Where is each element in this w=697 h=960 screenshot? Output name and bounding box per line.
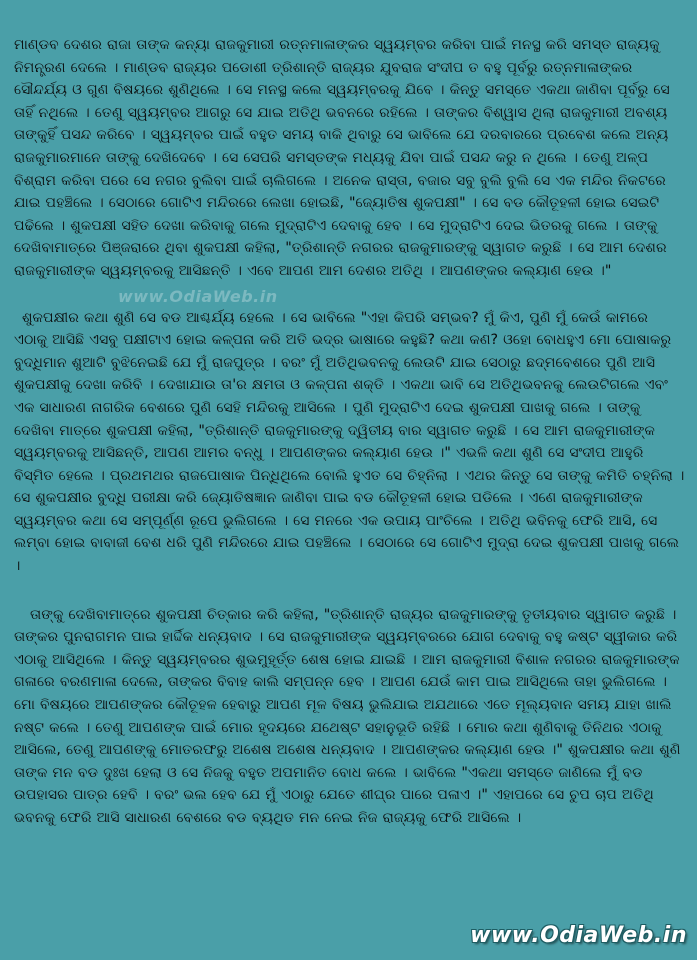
story-paragraph-3: ତାଙ୍କୁ ଦେଖିବାମାତ୍ରେ ଶୁକପକ୍ଷୀ ଚିତ୍କାର କରି କହିଲା, "ତ୍ରିଶାନ୍ତି ରାଜ୍ୟର ରାଜକୁମାରଙ୍କୁ ତୃତୀୟବାର ସ୍ୱାଗତ କରୁଛି । ତାଙ୍କର ପୁନରାଗମନ ପାଇ ହାର୍ଦ୍ଦିକ ଧନ୍ୟବାଦ । ସେ ରାଜକୁମାରୀଙ୍କ ସ୍ୱୟମ୍ବରରେ ଯୋଗ ଦେବାକୁ ବହୁ କଷ୍ଟ ସ୍ୱୀକାର କରି ଏଠାକୁ ଆସିଥିଲେ । କିନ୍ତୁ ସ୍ୱୟମ୍ବରର ଶୁଭମୁହୂର୍ତ୍ତ ଶେଷ ହୋଇ ଯାଇଛି । ଆମ ରାଜକୁମାରୀ ବିଶାଳ ନଗରର ରାଜକୁମାରଙ୍କ ଗଳାରେ ବରଣମାଳା ଦେଲେ, ତାଙ୍କର ବିବାହ କାଲି ସମ୍ପନ୍ନ ହେବ । ଆପଣ ଯେଉଁ କାମ ପାଇ ଆସିଥିଲେ ତାହା ଭୁଲିଗଲେ । ମୋ ବିଷୟରେ ଆପଣଙ୍କର କୌତୂହଳ ହେବାରୁ ଆପଣ ମୂଳ ବିଷୟ ଭୁଲିଯାଇ ଅଯଥାରେ ଏତେ ମୂଲ୍ୟବାନ ସମୟ ଯାହା ଖାଲି ନଷ୍ଟ କଲେ । ତେଣୁ ଆପଣଙ୍କ ପାଇଁ ମୋର ହୃଦୟରେ ଯଥେଷ୍ଟ ସହାନୁଭୂତି ରହିଛି । ମୋର କଥା ଶୁଣିବାକୁ ତିନିଥର ଏଠାକୁ ଆସିଲେ, ତେଣୁ ଆପଣଙ୍କୁ ମୋତରଫରୁ ଅଶେଷ ଅଶେଷ ଧନ୍ୟବାଦ । ଆପଣଙ୍କର କଲ୍ୟାଣ ହେଉ ।" ଶୁକପକ୍ଷୀର କଥା ଶୁଣି ତାଙ୍କ ମନ ବଡ ଦୁଃଖ ହେଲା ଓ ସେ ନିଜକୁ ବହୁତ ଅପମାନିତ ବୋଧ କଲେ । ଭାବିଲେ "ଏକଥା ସମସ୍ତେ ଜାଣିଲେ ମୁଁ ବଡ ଉପହାସର ପାତ୍ର ହେବି । ବରଂ ଭଲ ହେବ ଯେ ମୁଁ ଏଠାରୁ ଯେତେ ଶୀଘ୍ର ପାରେ ପଳାଏ ।" ଏହାପରେ ସେ ଚୁପ ଚାପ ଅତିଥି ଭବନକୁ ଫେରି ଆସି ସାଧାରଣ ବେଶରେ ବଡ ବ୍ୟଥିତ ମନ ନେଇ ନିଜ ରାଜ୍ୟକୁ ଫେରି ଆସିଲେ । xyxy=(14,606,681,826)
watermark-faint: www.OdiaWeb.in xyxy=(118,287,278,306)
story-paragraph-1: ମାଣ୍ଡବ ଦେଶର ରାଜା ତାଙ୍କ କନ୍ୟା ରାଜକୁମାରୀ ରତ୍ନମାଳାଙ୍କର ସ୍ୱୟମ୍ବର କରିବା ପାଇଁ ମନସ୍ଥ କରି ସମସ୍ତ ରାଜ୍ୟକୁ ନିମନ୍ତ୍ରଣ ଦେଲେ । ମାଣ୍ଡବ ରାଜ୍ୟର ପଡୋଶୀ ତ୍ରିଶାନ୍ତି ରାଜ୍ୟର ଯୁବରାଜ ସଂଦୀପ ତ ବହୁ ପୂର୍ବରୁ ରତ୍ନମାଳାଙ୍କର ସୌନ୍ଦର୍ଯ୍ୟ ଓ ଗୁଣ ବିଷୟରେ ଶୁଣିଥିଲେ । ସେ ମନସ୍ଥ କଲେ ସ୍ୱୟମ୍ବରକୁ ଯିବେ । କିନ୍ତୁ ସମସ୍ତେ ଏକଥା ଜାଣିବା ପୂର୍ବରୁ ସେ ତାହିଁ ନଥିଲେ । ତେଣୁ ସ୍ୱୟମ୍ବର ଆଗରୁ ସେ ଯାଇ ଅତିଥି ଭବନରେ ରହିଲେ । ତାଙ୍କର ବିଶ୍ୱାସ ଥିଲା ରାଜକୁମାରୀ ଅବଶ୍ୟ ତାଙ୍କୁହିଁ ପସନ୍ଦ କରିବେ । ସ୍ୱୟମ୍ବର ପାଇଁ ବହୁତ ସମୟ ବାକି ଥିବାରୁ ସେ ଭାବିଲେ ଯେ ଦରବାରରେ ପ୍ରବେଶ କଲେ ଅନ୍ୟ ରାଜକୁମାରମାନେ ତାଙ୍କୁ ଦେଖିଦେବେ । ସେ ସେପରି ସମସ୍ତଙ୍କ ମଧ୍ୟକୁ ଯିବା ପାଇଁ ପସନ୍ଦ କରୁ ନ ଥିଲେ । ତେଣୁ ଅଳ୍ପ ବିଶ୍ରାମ କରିବା ପରେ ସେ ନଗର ବୁଲିବା ପାଇଁ ଚାଲିଗଲେ । ଅନେକ ରାସ୍ତା, ବଜାର ସବୁ ବୁଲି ବୁଲି ସେ ଏକ ମନ୍ଦିର ନିକଟରେ ଯାଇ ପହଞ୍ଚିଲେ । ସେଠାରେ ଗୋଟିଏ ମନ୍ଦିରରେ ଲେଖା ହୋଇଛି, "ଜ୍ୟୋତିଷ ଶୁକପକ୍ଷୀ" । ସେ ବଡ କୌତୂହଳୀ ହୋଇ ସେଇଟି ପଢିଲେ । ଶୁକପକ୍ଷୀ ସହିତ ଦେଖା କରିବାକୁ ଗଲେ ମୁଦ୍ରାଟିଏ ଦେବାକୁ ହେବ । ସେ ମୁଦ୍ରାଟିଏ ଦେଇ ଭିତରକୁ ଗଲେ । ତାଙ୍କୁ ଦେଖିବାମାତ୍ରେ ପିଞ୍ଜରାରେ ଥିବା ଶୁକପକ୍ଷୀ କହିଲା, "ତ୍ରିଶାନ୍ତି ନଗରର ରାଜକୁମାରଙ୍କୁ ସ୍ୱାଗତ କରୁଛି । ସେ ଆମ ଦେଶର ରାଜକୁମାରୀଙ୍କ ସ୍ୱୟମ୍ବରକୁ ଆସିଛନ୍ତି । ଏବେ ଆପଣ ଆମ ଦେଶର ଅତିଥି । ଆପଣଙ୍କର କଲ୍ୟାଣ ହେଉ ।" xyxy=(14,37,670,279)
site-watermark: www.OdiaWeb.in xyxy=(470,923,687,948)
story-paragraph-2: ଶୁକପକ୍ଷୀର କଥା ଶୁଣି ସେ ବଡ ଆଶ୍ଚର୍ଯ୍ୟ ହେଲେ । ସେ ଭାବିଲେ "ଏହା କିପରି ସମ୍ଭବ? ମୁଁ କିଏ, ପୁଣି ମୁଁ କେଉଁ କାମରେ ଏଠାକୁ ଆସିଛି ଏସବୁ ପକ୍ଷୀଟାଏ ହୋଇ କଳ୍ପନା କରି ଅତି ଭଦ୍ର ଭାଷାରେ କହୁଛି? କଥା କଣ? ଓହୋ ବୋଧହୁଏ ମୋ ପୋଷାକରୁ ବୁଦ୍ଧିମାନ ଶୁଆଟି ବୁଝିନେଇଛି ଯେ ମୁଁ ରାଜପୁତ୍ର । ବରଂ ମୁଁ ଅତିଥିଭବନକୁ ଲେଉଟି ଯାଇ ସେଠାରୁ ଛଦ୍ମବେଶରେ ପୁଣି ଆସି ଶୁକପକ୍ଷୀକୁ ଦେଖା କରିବି । ଦେଖାଯାଉ ତା'ର କ୍ଷମତା ଓ କଳ୍ପନା ଶକ୍ତି । ଏକଥା ଭାବି ସେ ଅତିଥିଭବନକୁ ଲେଉଟିଗଲେ ଏବଂ ଏକ ସାଧାରଣ ନାଗରିକ ବେଶରେ ପୁଣି ସେହି ମନ୍ଦିରକୁ ଆସିଲେ । ପୁଣି ମୁଦ୍ରାଟିଏ ଦେଇ ଶୁକପକ୍ଷୀ ପାଖକୁ ଗଲେ । ତାଙ୍କୁ ଦେଖିବା ମାତ୍ରେ ଶୁକପକ୍ଷୀ କହିଲା, "ତ୍ରିଶାନ୍ତି ରାଜକୁମାରଙ୍କୁ ଦ୍ୱିତୀୟ ବାର ସ୍ୱାଗତ କରୁଛି । ସେ ଆମ ରାଜକୁମାରୀଙ୍କ ସ୍ୱୟମ୍ବରକୁ ଆସିଛନ୍ତି, ଆପଣ ଆମର ବନ୍ଧୁ । ଆପଣଙ୍କର କଲ୍ୟାଣ ହେଉ ।" ଏଭଳି କଥା ଶୁଣି ସେ ସଂଦୀପ ଆହୁରି ବିସ୍ମିତ ହେଲେ । ପ୍ରଥମଥର ରାଜପୋଷାକ ପିନ୍ଧିଥିଲେ ବୋଲି ହୁଏତ ସେ ଚିହ୍ନିଲା । ଏଥର କିନ୍ତୁ ସେ ତାଙ୍କୁ କମିତି ଚହ୍ନିଲା । ସେ ଶୁକପକ୍ଷୀର ବୁଦ୍ଧି ପରୀକ୍ଷା କରି ଜ୍ୟୋତିଷଜ୍ଞାନ ଜାଣିବା ପାଇ ବଡ କୌତୂହଳୀ ହୋଇ ପଡିଲେ । ଏଣେ ରାଜକୁମାରୀଙ୍କ ସ୍ୱୟମ୍ବର କଥା ସେ ସମ୍ପୂର୍ଣ୍ଣ ରୂପେ ଭୁଲିଗଲେ । ସେ ମନରେ ଏକ ଉପାୟ ପାଂଚିଲେ । ଅତିଥି ଭବିନକୁ ଫେରି ଆସି, ସେ ଲମ୍ବା ହୋଇ ବାବାଜୀ ବେଶ ଧରି ପୁଣି ମନ୍ଦିରରେ ଯାଇ ପହଞ୍ଚିଲେ । ସେଠାରେ ସେ ଗୋଟିଏ ମୁଦ୍ରା ଦେଇ ଶୁକପକ୍ଷୀ ପାଖକୁ ଗଲେ । xyxy=(14,309,685,575)
